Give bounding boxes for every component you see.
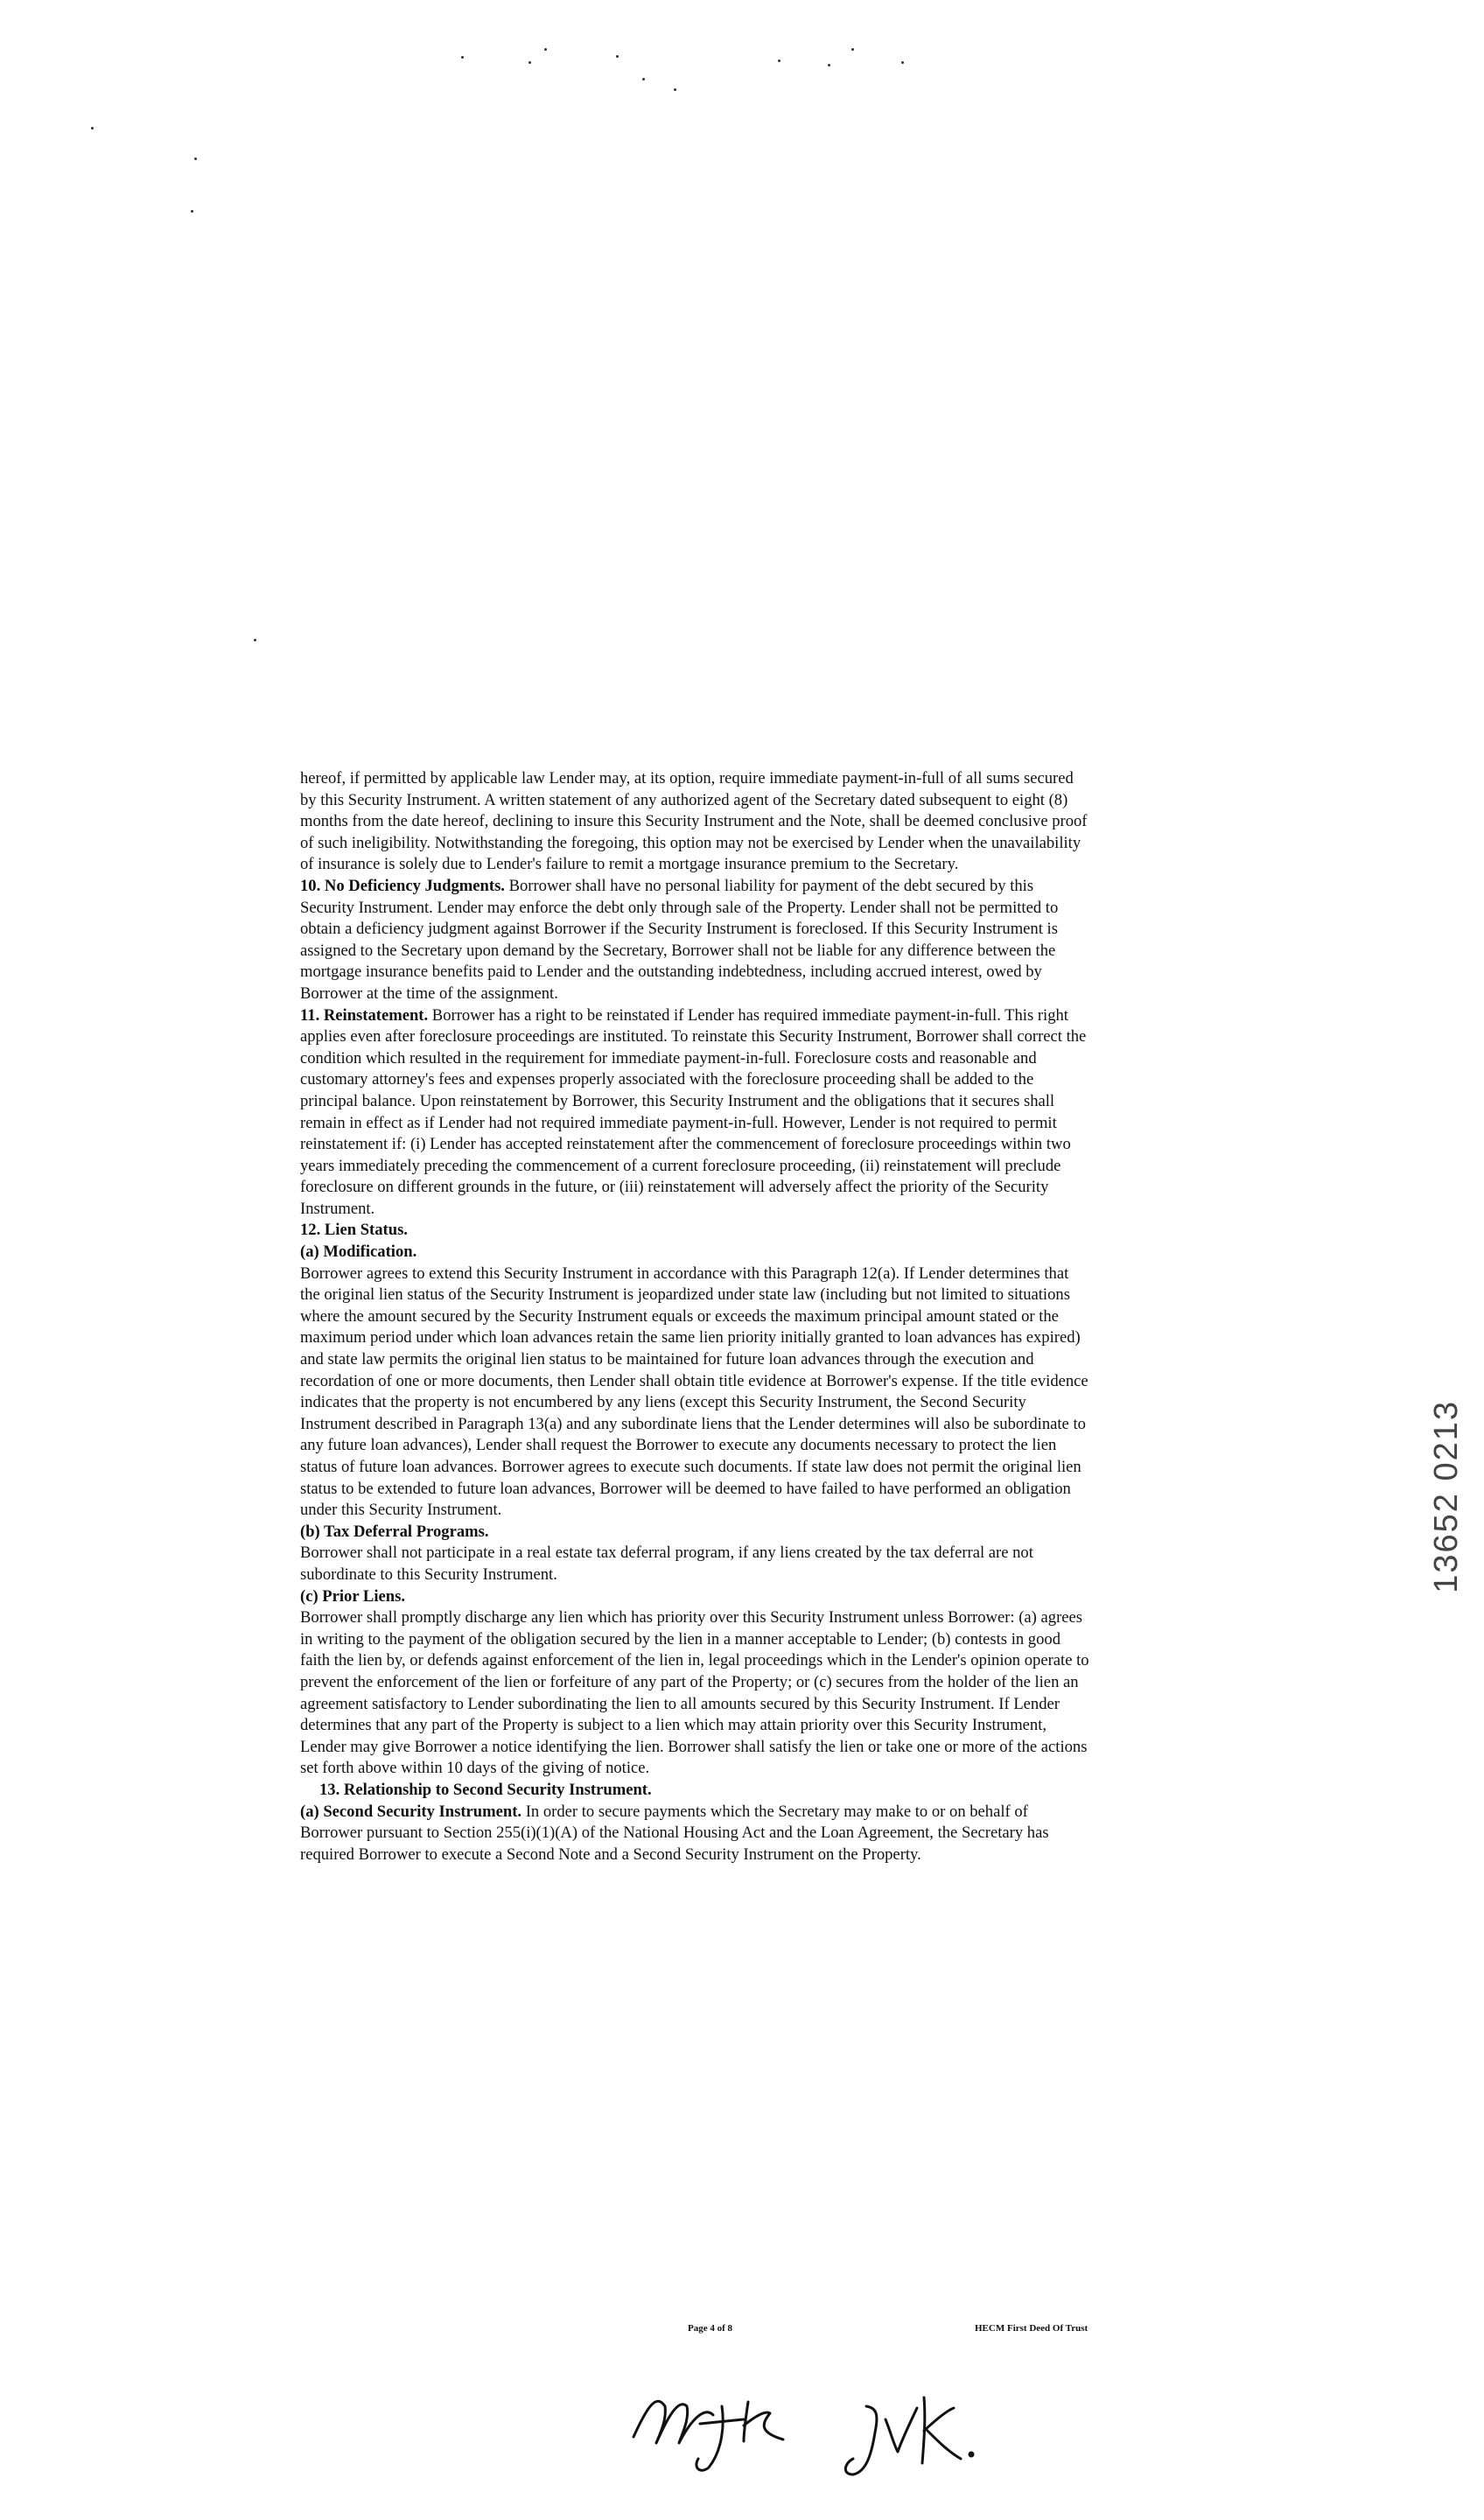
prior-liens-body: Borrower shall promptly discharge any lien which has priority over this Security Instrument unless Borrower: (a) agrees in writing to the payment of the obligation secured by the lien in a manner acceptable to Lender; (b) contests in good faith the lien by, or defends against enforcement of the lien in, legal proceedings which in the Lender's opinion operate to prevent the enforcement of the lien or forfeiture of any part of the Property; or (c) secures from the holder of the lien an agreement satisfactory to Lender subordinating the lien to all amounts secured by this Security Instrument. If Lender determines that any part of the Property is subject to a lien which may attain priority over this Security Instrument, Lender may give Borrower a notice identifying the lien. Borrower shall satisfy the lien or take one or more of the actions set forth above within 10 days of the giving of notice.	[300, 1608, 1089, 1778]
scan-artifact	[91, 127, 94, 130]
scan-artifact	[642, 78, 645, 80]
section-10-body: Borrower shall have no personal liability for payment of the debt secured by this Security Instrument. Lender may enforce the debt only through sale of the Property. Lender shall not be permitted to obtain a deficiency judgment against Borrower if the Security Instrument is foreclosed. If this Security Instrument is assigned to the Secretary upon demand by the Secretary, Borrower shall not be liable for any difference between the mortgage insurance benefits paid to Lender and the outstanding indebtedness, including accrued interest, owed by Borrower at the time of the assignment.	[300, 876, 1059, 1003]
section-11	[300, 1005, 1089, 1221]
tax-deferral-heading: (b) Tax Deferral Programs.	[300, 1522, 489, 1541]
tax-deferral-body: Borrower shall not participate in a real estate tax deferral program, if any liens created by the tax deferral are not subordinate to this Security Instrument.	[300, 1544, 1033, 1584]
handwritten-initials-icon	[612, 2371, 1050, 2494]
section-10	[300, 876, 1089, 1005]
prior-liens-heading: (c) Prior Liens.	[300, 1586, 405, 1606]
scan-artifact	[254, 639, 256, 641]
modification-heading: (a) Modification.	[300, 1242, 417, 1262]
recording-stamp: 13652 0213	[1428, 1400, 1465, 1593]
section-13a-body: In order to secure payments which the Secretary may make to or on behalf of Borrower pursuant to Section 255(i)(1)(A) of the National Housing Act and the Loan Agreement, the Secretary has required Borrower to execute a Second Note and a Second Security Instrument on the Property.	[300, 1802, 1049, 1864]
section-13a-heading: (a) Second Security Instrument.	[300, 1802, 522, 1821]
section-11-heading: 11. Reinstatement.	[300, 1005, 429, 1025]
section-12-heading: 12. Lien Status.	[300, 1221, 408, 1240]
document-body	[300, 768, 1089, 1866]
scan-artifact	[194, 158, 197, 160]
scan-artifact	[544, 48, 547, 51]
page-number: Page 4 of 8	[688, 2323, 733, 2334]
section-10-heading: 10. No Deficiency Judgments.	[300, 876, 505, 895]
form-name: HECM First Deed Of Trust	[975, 2323, 1088, 2334]
scan-artifact	[901, 61, 904, 64]
scan-artifact	[828, 64, 830, 66]
scan-artifact	[778, 60, 780, 62]
scan-artifact	[191, 210, 193, 213]
scan-artifact	[528, 61, 531, 64]
section-13a	[300, 1802, 1089, 1866]
section-11-body: Borrower has a right to be reinstated if Lender has required immediate payment-in-full. This right applies even after foreclosure proceedings are instituted. To reinstate this Security Instrument, Borrower shall correct the condition which resulted in the requirement for immediate payment-in-full. Foreclosure costs and reasonable and customary attorney's fees and expenses properly associated with the foreclosure proceeding shall be added to the principal balance. Upon reinstatement by Borrower, this Security Instrument and the obligations that it secures shall remain in effect as if Lender had not required immediate payment-in-full. However, Lender is not required to permit reinstatement if: (i) Lender has accepted reinstatement after the commencement of foreclosure proceedings within two years immediately preceding the commencement of a current foreclosure proceeding, (ii) reinstatement will preclude foreclosure on different grounds in the future, or (iii) reinstatement will adversely affect the priority of the Security Instrument.	[300, 1005, 1087, 1218]
scan-artifact	[674, 88, 676, 91]
scan-artifact	[461, 56, 464, 59]
borrower-initials	[612, 2371, 1050, 2494]
scan-artifact	[616, 55, 619, 58]
continuation-paragraph: hereof, if permitted by applicable law Lender may, at its option, require immediate payment-in-full of all sums secured by this Security Instrument. A written statement of any authorized agent of the Secretary dated subsequent to eight (8) months from the date hereof, declining to insure this Security Instrument and the Note, shall be deemed conclusive proof of such ineligibility. Notwithstanding the foregoing, this option may not be exercised by Lender when the unavailability of insurance is solely due to Lender's failure to remit a mortgage insurance premium to the Secretary.	[300, 769, 1088, 874]
section-13-heading: 13. Relationship to Second Security Instrument.	[319, 1780, 652, 1799]
modification-body: Borrower agrees to extend this Security Instrument in accordance with this Paragraph 12(a). If Lender determines that the original lien status of the Security Instrument is jeopardized under state law (including but not limited to situations where the amount secured by the Security Instrument equals or exceeds the maximum principal amount stated or the maximum period under which loan advances retain the same lien priority initially granted to loan advances has expired) and state law permits the original lien status to be maintained for future loan advances through the execution and recordation of one or more documents, then Lender shall obtain title evidence at Borrower's expense. If the title evidence indicates that the property is not encumbered by any liens (except this Security Instrument, the Second Security Instrument described in Paragraph 13(a) and any subordinate liens that the Lender determines will also be subordinate to any future loan advances), Lender shall request the Borrower to execute any documents necessary to protect the lien status of future loan advances. Borrower agrees to execute such documents. If state law does not permit the original lien status to be extended to future loan advances, Borrower will be deemed to have failed to have performed an obligation under this Security Instrument.	[300, 1264, 1088, 1520]
scan-artifact	[851, 48, 854, 51]
